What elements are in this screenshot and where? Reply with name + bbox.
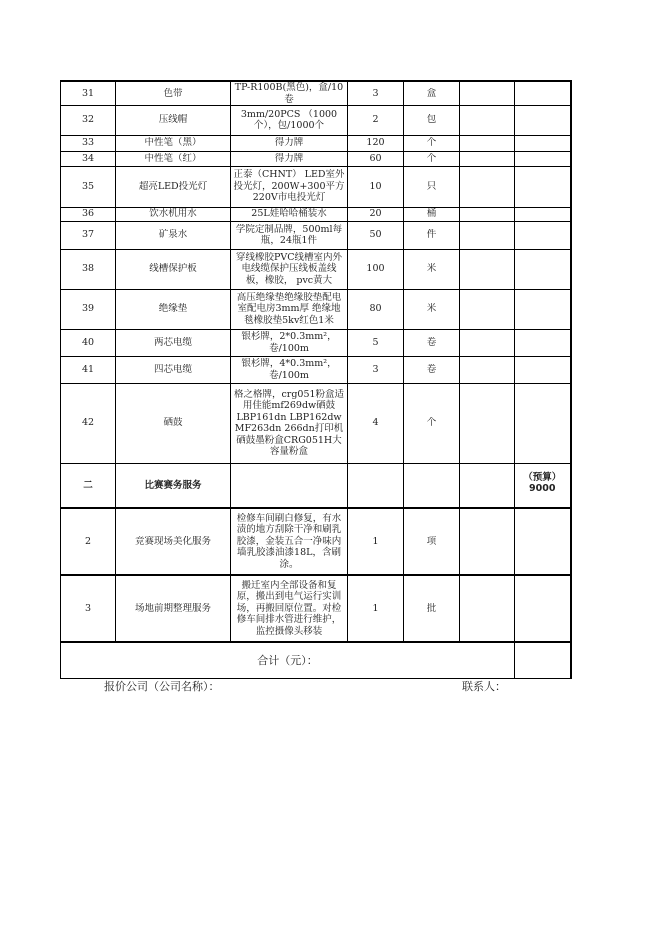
item-number: 42 [61, 383, 116, 463]
item-unit: 卷 [404, 356, 460, 383]
item-quantity: 10 [348, 166, 404, 207]
item-number: 36 [61, 207, 116, 221]
item-quantity: 5 [348, 329, 404, 356]
item-spec: 银杉牌，2*0.3mm²，卷/100m [231, 329, 348, 356]
item-number: 40 [61, 329, 116, 356]
item-spec: 25L娃哈哈桶装水 [231, 207, 348, 221]
table-row [61, 105, 571, 135]
item-spec: 高压绝缘垫绝缘胶垫配电室配电房3mm厚 绝缘地毯橡胶垫5kv红色1米 [231, 289, 348, 329]
unit-price-cell [460, 356, 515, 383]
amount-cell [515, 166, 571, 207]
unit-price-cell [460, 105, 515, 135]
item-quantity: 2 [348, 105, 404, 135]
unit-price-cell [460, 575, 515, 642]
item-spec: 3mm/20PCS （1000个），包/1000个 [231, 105, 348, 135]
amount-cell [515, 135, 571, 151]
item-spec: 得力牌 [231, 135, 348, 151]
unit-price-cell [460, 383, 515, 463]
item-unit: 只 [404, 166, 460, 207]
item-number: 41 [61, 356, 116, 383]
section-name: 比赛赛务服务 [116, 463, 231, 508]
table-row [61, 249, 571, 289]
unit-price-cell [460, 207, 515, 221]
item-name: 中性笔（红） [116, 151, 231, 166]
item-number: 35 [61, 166, 116, 207]
empty-cell [348, 463, 404, 508]
item-number: 39 [61, 289, 116, 329]
table-row [61, 383, 571, 463]
section-row [61, 463, 571, 508]
empty-cell [231, 463, 348, 508]
item-number: 37 [61, 221, 116, 249]
item-unit: 个 [404, 135, 460, 151]
item-spec: 格之格牌，crg051粉盒适用佳能mf269dw硒鼓LBP161dn LBP162dw MF263dn 266dn打印机硒鼓墨粉盒CRG051H大容量粉盒 [231, 383, 348, 463]
item-spec: TP-R100B(黑色)，盒/10卷 [231, 81, 348, 105]
amount-cell [515, 508, 571, 575]
unit-price-cell [460, 151, 515, 166]
item-unit: 件 [404, 221, 460, 249]
item-quantity: 3 [348, 81, 404, 105]
unit-price-cell [460, 166, 515, 207]
table-row [61, 508, 571, 575]
table-row [61, 151, 571, 166]
amount-cell [515, 575, 571, 642]
item-name: 中性笔（黑） [116, 135, 231, 151]
item-spec: 搬迁室内全部设备和复原，搬出到电气运行实训场，再搬回原位置。对检修车间排水管进行维护，监控摄像头移装 [231, 575, 348, 642]
item-unit: 米 [404, 249, 460, 289]
item-name: 压线帽 [116, 105, 231, 135]
item-name: 色带 [116, 81, 231, 105]
item-quantity: 80 [348, 289, 404, 329]
company-label: 报价公司（公司名称）： [104, 680, 220, 693]
unit-price-cell [460, 289, 515, 329]
item-spec: 得力牌 [231, 151, 348, 166]
item-spec: 学院定制品牌，500ml每瓶，24瓶1件 [231, 221, 348, 249]
table-row [61, 81, 571, 105]
item-name: 硒鼓 [116, 383, 231, 463]
item-quantity: 60 [348, 151, 404, 166]
table-row [61, 575, 571, 642]
table-row [61, 289, 571, 329]
item-number: 32 [61, 105, 116, 135]
item-unit: 项 [404, 508, 460, 575]
amount-cell [515, 329, 571, 356]
total-label: 合计（元）： [61, 642, 515, 678]
item-name: 饮水机用水 [116, 207, 231, 221]
unit-price-cell [460, 329, 515, 356]
item-name: 四芯电缆 [116, 356, 231, 383]
item-number: 2 [61, 508, 116, 575]
amount-cell [515, 221, 571, 249]
amount-cell [515, 249, 571, 289]
total-row [61, 642, 571, 678]
item-spec: 穿线橡胶PVC线槽室内外电线缆保护压线板盖线板，橡胶， pvc黄大 [231, 249, 348, 289]
item-unit: 桶 [404, 207, 460, 221]
item-name: 矿泉水 [116, 221, 231, 249]
amount-cell [515, 81, 571, 105]
item-name: 两芯电缆 [116, 329, 231, 356]
unit-price-cell [460, 249, 515, 289]
section-number: 二 [61, 463, 116, 508]
item-quantity: 1 [348, 508, 404, 575]
empty-cell [404, 463, 460, 508]
amount-cell [515, 356, 571, 383]
amount-cell [515, 207, 571, 221]
amount-cell [515, 289, 571, 329]
item-unit: 盒 [404, 81, 460, 105]
item-unit: 米 [404, 289, 460, 329]
section-budget: （预算）9000 [515, 463, 571, 508]
item-number: 3 [61, 575, 116, 642]
table-row [61, 135, 571, 151]
unit-price-cell [460, 81, 515, 105]
item-number: 38 [61, 249, 116, 289]
item-name: 竞赛现场美化服务 [116, 508, 231, 575]
item-quantity: 120 [348, 135, 404, 151]
total-value-cell [515, 642, 571, 678]
table-row [61, 221, 571, 249]
item-unit: 批 [404, 575, 460, 642]
item-quantity: 3 [348, 356, 404, 383]
item-quantity: 100 [348, 249, 404, 289]
item-spec: 正泰（CHNT） LED室外投光灯，200W+300平方220V市电投光灯 [231, 166, 348, 207]
item-spec: 检修车间刷白修复，有水渍的地方刮除干净和刷乳胶漆，金装五合一净味内墙乳胶漆油漆18L，含刷涂。 [231, 508, 348, 575]
amount-cell [515, 383, 571, 463]
item-name: 场地前期整理服务 [116, 575, 231, 642]
empty-cell [460, 463, 515, 508]
item-name: 超亮LED投光灯 [116, 166, 231, 207]
item-unit: 个 [404, 151, 460, 166]
item-name: 绝缘垫 [116, 289, 231, 329]
amount-cell [515, 151, 571, 166]
unit-price-cell [460, 135, 515, 151]
item-name: 线槽保护板 [116, 249, 231, 289]
table-row [61, 356, 571, 383]
item-spec: 银杉牌，4*0.3mm²，卷/100m [231, 356, 348, 383]
quote-table [60, 80, 572, 679]
item-quantity: 50 [348, 221, 404, 249]
item-unit: 包 [404, 105, 460, 135]
unit-price-cell [460, 508, 515, 575]
item-unit: 个 [404, 383, 460, 463]
table-row [61, 207, 571, 221]
item-number: 34 [61, 151, 116, 166]
item-unit: 卷 [404, 329, 460, 356]
item-quantity: 20 [348, 207, 404, 221]
amount-cell [515, 105, 571, 135]
table-row [61, 329, 571, 356]
item-number: 33 [61, 135, 116, 151]
contact-label: 联系人： [462, 680, 506, 693]
item-quantity: 4 [348, 383, 404, 463]
item-number: 31 [61, 81, 116, 105]
unit-price-cell [460, 221, 515, 249]
table-row [61, 166, 571, 207]
item-quantity: 1 [348, 575, 404, 642]
